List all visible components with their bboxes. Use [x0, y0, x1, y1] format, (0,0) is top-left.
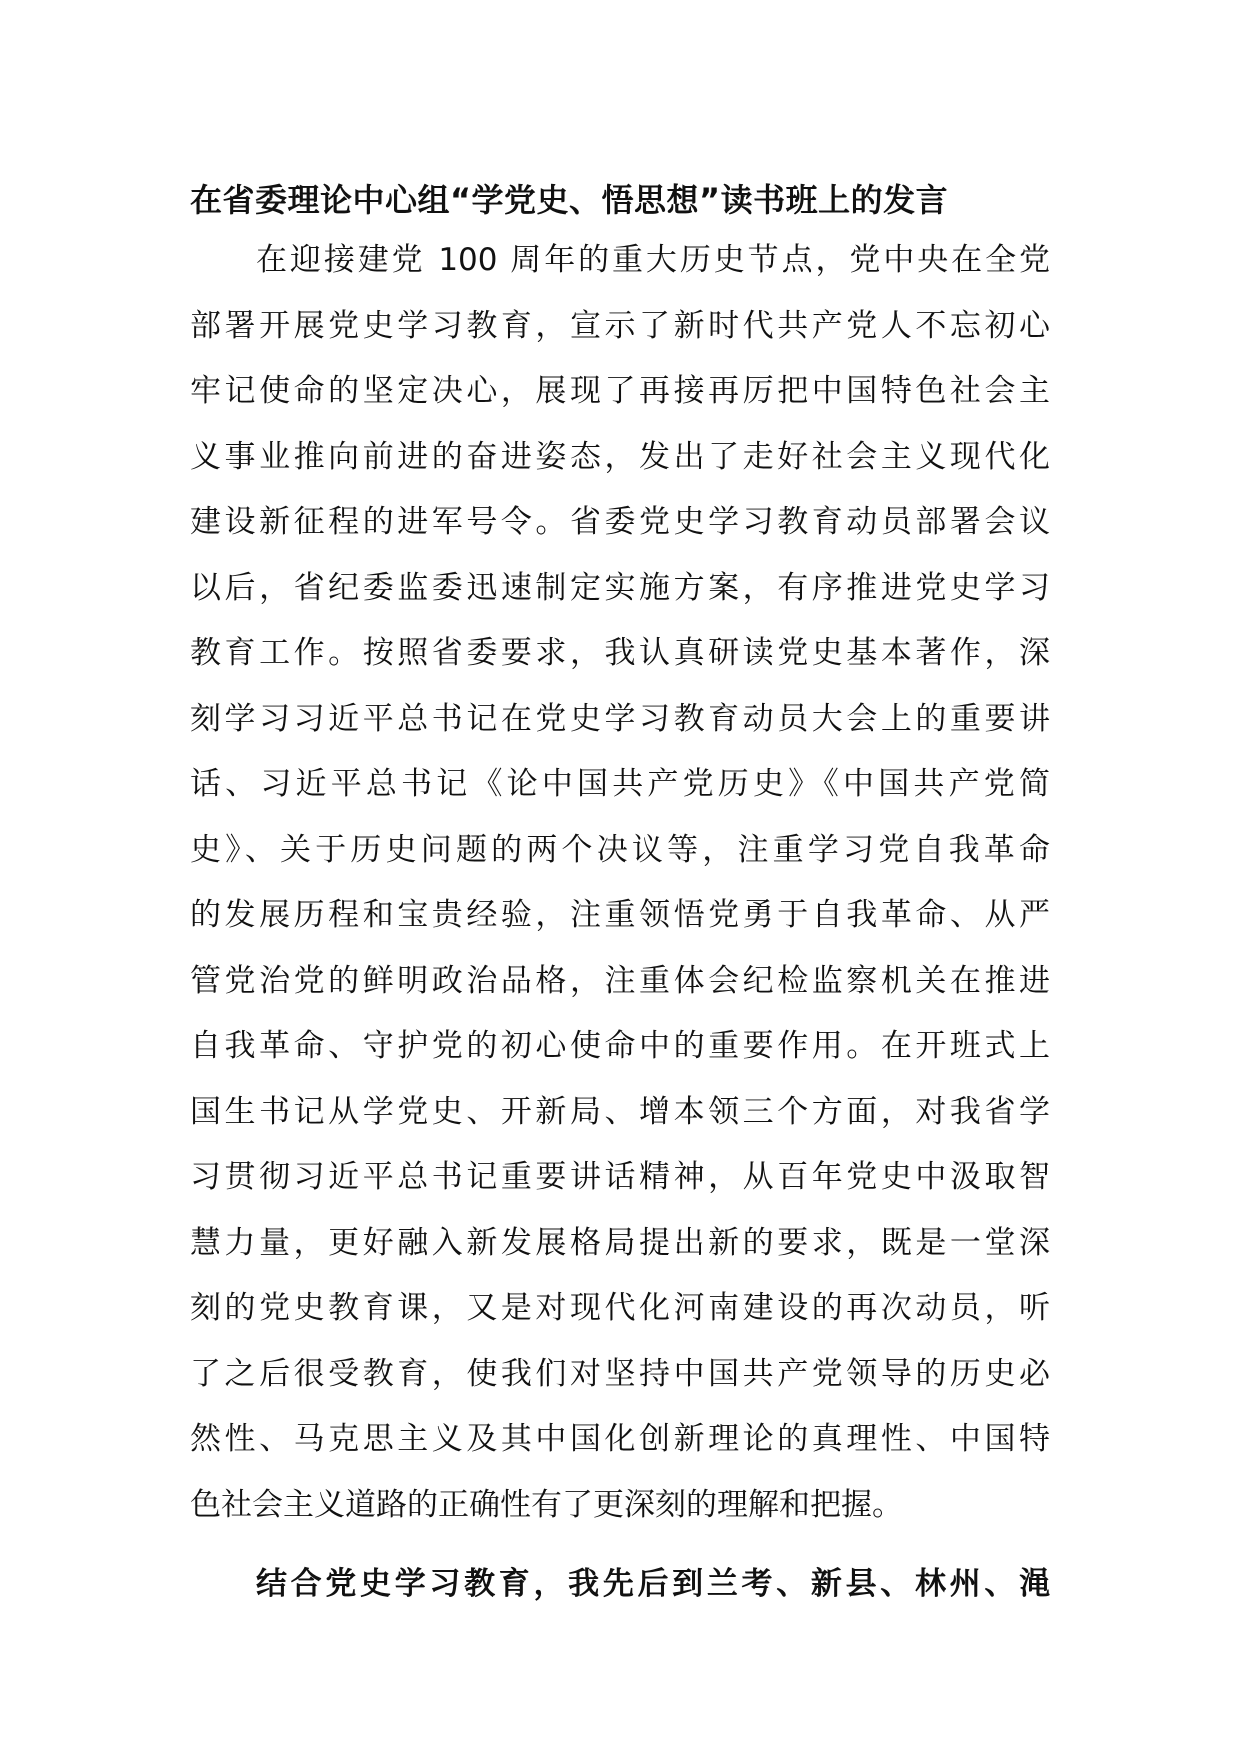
paragraph-2 [190, 1552, 1050, 1618]
text-line: 话、习近平总书记《论中国共产党历史》《中国共产党简 [190, 766, 1050, 802]
text-line: 色社会主义道路的正确性有了更深刻的理解和把握。 [190, 1486, 903, 1523]
text-line: 习贯彻习近平总书记重要讲话精神，从百年党史中汲取智 [190, 1159, 1050, 1195]
text-line: 然性、马克思主义及其中国化创新理论的真理性、中国特 [190, 1421, 1050, 1457]
text-line: 刻学习习近平总书记在党史学习教育动员大会上的重要讲 [190, 700, 1050, 737]
text-line: 史》、关于历史问题的两个决议等，注重学习党自我革命 [190, 831, 1050, 868]
text-line: 慧力量，更好融入新发展格局提出新的要求，既是一堂深 [190, 1224, 1050, 1261]
text-line: 管党治党的鲜明政治品格，注重体会纪检监察机关在推进 [190, 962, 1050, 999]
text-line: 结合党史学习教育，我先后到兰考、新县、林州、渑 [256, 1566, 1050, 1602]
text-line: 建设新征程的进军号令。省委党史学习教育动员部署会议 [190, 504, 1050, 540]
paragraph-1 [190, 228, 1050, 1538]
text-line: 教育工作。按照省委要求，我认真研读党史基本著作，深 [190, 635, 1050, 671]
text-line: 义事业推向前进的奋进姿态，发出了走好社会主义现代化 [190, 438, 1050, 475]
text-line: 的发展历程和宝贵经验，注重领悟党勇于自我革命、从严 [190, 897, 1050, 933]
text-line: 了之后很受教育，使我们对坚持中国共产党领导的历史必 [190, 1355, 1050, 1392]
text-line: 刻的党史教育课，又是对现代化河南建设的再次动员，听 [190, 1290, 1050, 1326]
document-title: 在省委理论中心组“学党史、悟思想”读书班上的发言 [190, 181, 949, 219]
text-line: 自我革命、守护党的初心使命中的重要作用。在开班式上 [190, 1028, 1050, 1064]
text-line: 国生书记从学党史、开新局、增本领三个方面，对我省学 [190, 1093, 1050, 1130]
document-page [190, 172, 1050, 1618]
text-line: 牢记使命的坚定决心，展现了再接再厉把中国特色社会主 [190, 373, 1050, 409]
text-line: 以后，省纪委监委迅速制定实施方案，有序推进党史学习 [190, 569, 1050, 606]
text-line: 部署开展党史学习教育，宣示了新时代共产党人不忘初心 [190, 307, 1050, 344]
text-line: 在迎接建党 100 周年的重大历史节点，党中央在全党 [256, 242, 1050, 278]
